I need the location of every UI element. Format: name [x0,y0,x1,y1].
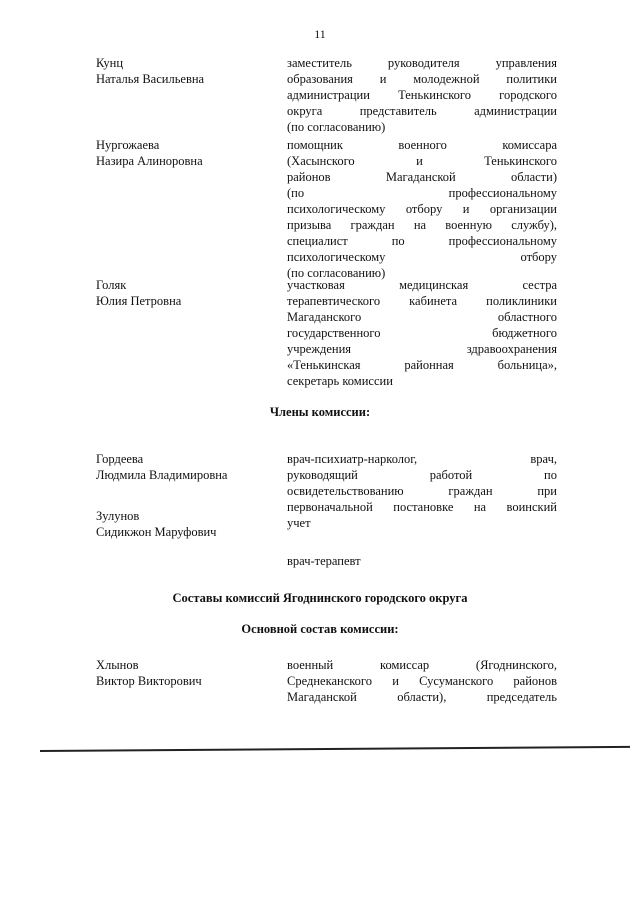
member-given-names: Юлия Петровна [96,294,182,308]
member-name [96,451,266,483]
member-name [96,277,266,309]
member-given-names: Наталья Васильевна [96,72,205,86]
member-surname: Кунц [96,56,124,70]
role-line: Магаданской области), председатель [287,690,557,704]
role-line: участковая медицинская сестра [287,278,557,292]
role-line: (по профессиональному [287,186,557,200]
role-line: администрации Тенькинского городского [287,88,557,102]
member-role [287,137,557,281]
role-line: «Тенькинская районная больница», [287,358,557,372]
role-line: специалист по профессиональному [287,234,557,248]
member-role [287,451,557,531]
role-line: психологическому отбору [287,250,557,264]
member-name [96,657,266,689]
role-line: терапевтического кабинета поликлиники [287,294,557,308]
page-number: 11 [314,27,326,41]
members-heading: Члены комиссии: [269,405,371,419]
role-line: военный комиссар (Ягоднинского, [287,658,557,672]
role-line: (по согласованию) [287,120,386,134]
role-line: первоначальной постановке на воинский [287,500,557,514]
member-name [96,137,266,169]
member-name [96,55,266,87]
role-line: секретарь комиссии [287,374,393,388]
page-edge-line [40,746,630,752]
member-surname: Хлынов [96,658,139,672]
member-role [287,657,557,705]
role-line: заместитель руководителя управления [287,56,557,70]
section-heading: Составы комиссий Ягоднинского городского округа [172,591,468,605]
role-line: (Хасынского и Тенькинского [287,154,557,168]
role-line: (по согласованию) [287,266,386,280]
member-surname: Гордеева [96,452,144,466]
role-line: освидетельствованию граждан при [287,484,557,498]
member-name [96,508,266,540]
role-line: образования и молодежной политики [287,72,557,86]
role-line: психологическому отбору и организации [287,202,557,216]
member-role [287,277,557,389]
role-line: врач-психиатр-нарколог, врач, [287,452,557,466]
member-given-names: Людмила Владимировна [96,468,228,482]
role-line: призыва граждан на военную службу), [287,218,557,232]
role-line: Среднеканского и Сусуманского районов [287,674,557,688]
role-line: помощник военного комиссара [287,138,557,152]
role-line: Магаданского областного [287,310,557,324]
role-line: округа представитель администрации [287,104,557,118]
member-role: врач-терапевт [287,554,361,568]
member-role [287,55,557,135]
member-surname: Зулунов [96,509,140,523]
role-line: руководящий работой по [287,468,557,482]
member-surname: Голяк [96,278,127,292]
role-line: районов Магаданской области) [287,170,557,184]
member-given-names: Назира Алиноровна [96,154,203,168]
role-line: учреждения здравоохранения [287,342,557,356]
member-surname: Нургожаева [96,138,160,152]
main-composition-heading: Основной состав комиссии: [241,622,399,636]
member-given-names: Виктор Викторович [96,674,202,688]
role-line: учет [287,516,311,530]
role-line: государственного бюджетного [287,326,557,340]
member-given-names: Сидикжон Маруфович [96,525,217,539]
